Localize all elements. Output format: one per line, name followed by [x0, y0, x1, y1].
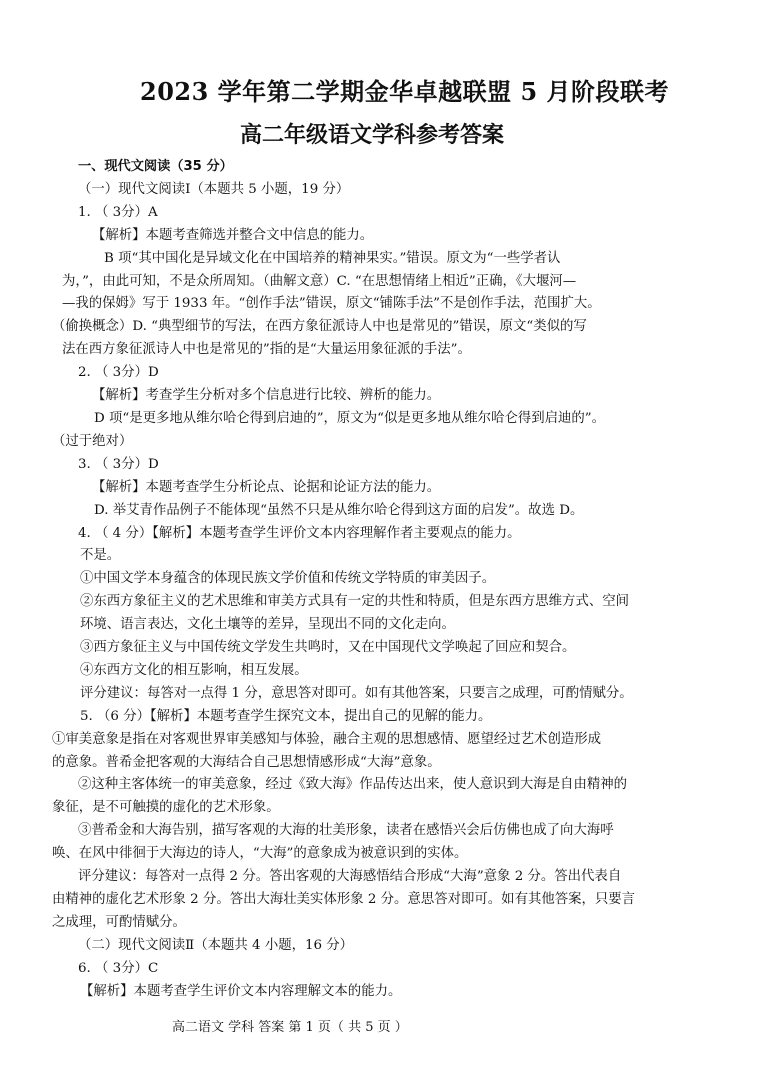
question-answer: 3. （ 3分）D [78, 456, 159, 472]
scoring-line: 由精神的虚化艺术形象 2 分。答出大海壮美实体形象 2 分。意思答对即可。如有其他答案，只要言 [52, 892, 636, 907]
body-line: 不是。 [80, 548, 121, 564]
scoring-line: 评分建议：每答对一点得 1 分，意思答对即可。如有其他答案，只要言之成理，可酌情赋分。 [80, 685, 633, 701]
body-line: ②东西方象征主义的艺术思维和审美方式具有一定的共性和特质，但是东西方思维方式、空间 [80, 594, 630, 610]
page-footer: 高二语文 学科 答案 第 1 页（ 共 5 页 ） [172, 1020, 408, 1035]
body-line: （偷换概念）D. “典型细节的写法，在西方象征派诗人中也是常见的”错误，原文“类似的写 [52, 319, 587, 335]
analysis-line: 【解析】本题考查筛选并整合文中信息的能力。 [92, 227, 374, 243]
body-line: 环境、语言表达，文化土壤等的差异，呈现出不同的文化走向。 [80, 617, 455, 633]
question-answer: 5. （6 分）【解析】本题考查学生探究文本，提出自己的见解的能力。 [80, 708, 492, 724]
body-line: —我的保姆》写于 1933 年。“创作手法”错误，原文“铺陈手法”不是创作手法，范围扩大。 [62, 296, 601, 312]
body-line: ①审美意象是指在对客观世界审美感知与体验，融合主观的思想感情、愿望经过艺术创造形成 [52, 731, 602, 747]
body-line: （过于绝对） [52, 433, 133, 449]
question-answer: 6. （ 3分）C [78, 960, 159, 976]
body-line: 的意象。普希金把客观的大海结合自己思想情感形成“大海”意象。 [52, 754, 441, 770]
body-line: D 项“是更多地从维尔哈仑得到启迪的”，原文为“似是更多地从维尔哈仑得到启迪的”。 [94, 410, 606, 426]
body-line: ①中国文学本身蕴含的体现民族文学价值和传统文学特质的审美因子。 [80, 571, 496, 587]
analysis-line: 【解析】本题考查学生分析论点、论据和论证方法的能力。 [92, 479, 441, 495]
subsection-heading: （一）现代文阅读Ⅰ（本题共 5 小题，19 分） [78, 181, 350, 197]
body-line: ④东西方文化的相互影响，相互发展。 [80, 662, 308, 678]
scoring-line: 之成理，可酌情赋分。 [52, 914, 186, 930]
body-line: 为，”，由此可知，不是众所周知。（曲解文意）C. “在思想情绪上相近”正确，《大堰河— [62, 273, 577, 289]
body-line: 唤、在风中徘徊于大海边的诗人，“大海”的意象成为被意识到的实体。 [52, 846, 468, 862]
question-answer: 4. （ 4 分）【解析】本题考查学生评价文本内容理解作者主要观点的能力。 [78, 525, 521, 541]
answer-content [52, 156, 712, 1004]
body-line: ③普希金和大海告别，描写客观的大海的壮美形象，读者在感悟兴会后仿佛也成了向大海呼 [78, 823, 614, 839]
section-heading: 一、现代文阅读（35 分） [78, 159, 233, 174]
document-subtitle: 高二年级语文学科参考答案 [240, 122, 505, 148]
subsection-heading: （二）现代文阅读Ⅱ（本题共 4 小题，16 分） [78, 937, 354, 953]
scoring-line: 评分建议：每答对一点得 2 分。答出客观的大海感悟结合形成“大海”意象 2 分。答出代表自 [78, 869, 622, 885]
document-title: 2023 学年第二学期金华卓越联盟 5 月阶段联考 [140, 77, 670, 106]
body-line: D. 举艾青作品例子不能体现“虽然不只是从维尔哈仑得到这方面的启发”。故选 D。 [94, 502, 584, 518]
body-line: 象征，是不可触摸的虚化的艺术形象。 [52, 800, 280, 816]
question-answer: 2. （ 3分）D [78, 365, 159, 381]
body-line: ③西方象征主义与中国传统文学发生共鸣时，又在中国现代文学唤起了回应和契合。 [80, 640, 576, 656]
body-line: B 项“其中国化是异域文化在中国培养的精神果实。”错误。原文为“一些学者认 [104, 250, 561, 266]
analysis-line: 【解析】本题考查学生评价文本内容理解文本的能力。 [80, 983, 402, 999]
analysis-line: 【解析】考查学生分析对多个信息进行比较、辨析的能力。 [92, 388, 441, 404]
body-line: 法在西方象征派诗人中也是常见的”指的是“大量运用象征派的手法”。 [62, 342, 471, 358]
body-line: ②这种主客体统一的审美意象，经过《致大海》作品传达出来，使人意识到大海是自由精神的 [78, 777, 628, 793]
question-answer: 1. （ 3分）A [78, 204, 158, 220]
